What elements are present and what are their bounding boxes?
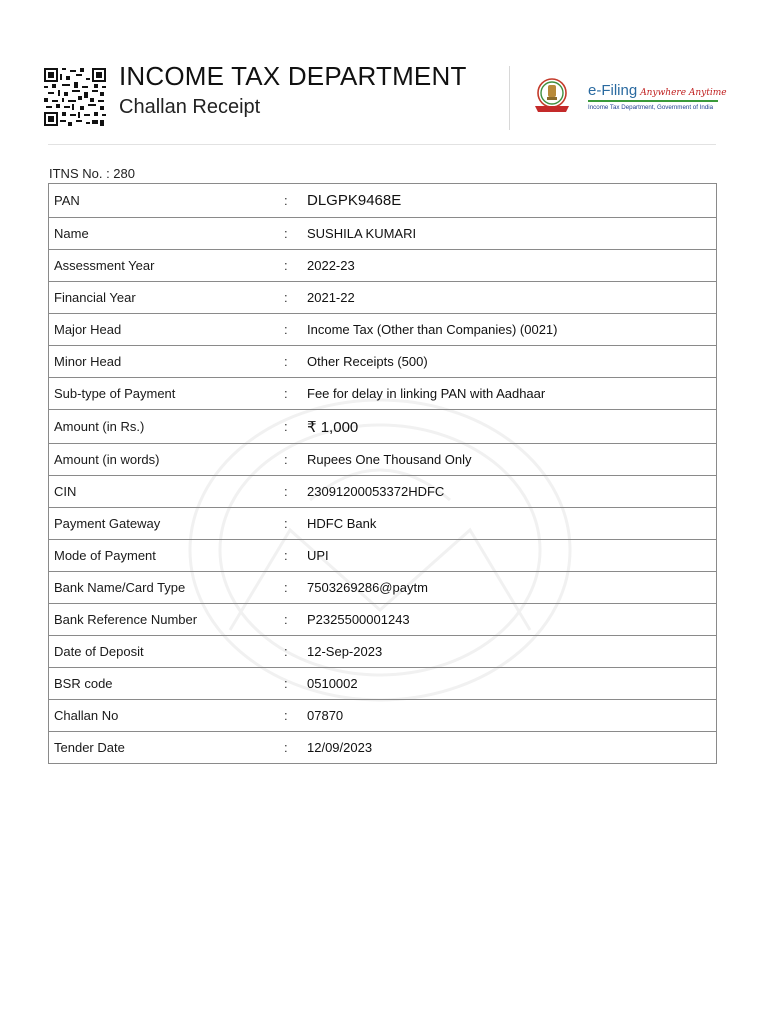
row-label: Minor Head: [49, 346, 285, 378]
row-separator: :: [284, 410, 307, 444]
payment-subtype-value: Fee for delay in linking PAN with Aadhaar: [307, 378, 717, 410]
row-label: Mode of Payment: [49, 540, 285, 572]
row-label: Sub-type of Payment: [49, 378, 285, 410]
row-label: Assessment Year: [49, 250, 285, 282]
payment-mode-value: UPI: [307, 540, 717, 572]
financial-year-value: 2021-22: [307, 282, 717, 314]
row-label: Bank Reference Number: [49, 604, 285, 636]
row-separator: :: [284, 572, 307, 604]
row-label: Amount (in words): [49, 444, 285, 476]
row-label: Payment Gateway: [49, 508, 285, 540]
header-rule: [48, 144, 716, 145]
efiling-logo: [588, 82, 727, 99]
bank-reference-value: P2325500001243: [307, 604, 717, 636]
table-row: [49, 184, 717, 218]
amount-value: ₹ 1,000: [307, 410, 717, 444]
row-separator: :: [284, 476, 307, 508]
row-separator: :: [284, 346, 307, 378]
row-label: BSR code: [49, 668, 285, 700]
header-divider: [509, 66, 510, 130]
row-separator: :: [284, 700, 307, 732]
payment-gateway-value: HDFC Bank: [307, 508, 717, 540]
qr-code: [44, 68, 106, 126]
row-label: CIN: [49, 476, 285, 508]
row-separator: :: [284, 508, 307, 540]
efiling-caption: Income Tax Department, Government of India: [588, 104, 714, 111]
table-row: [49, 476, 717, 508]
row-separator: :: [284, 184, 307, 218]
table-row: [49, 732, 717, 764]
name-value: SUSHILA KUMARI: [307, 218, 717, 250]
row-separator: :: [284, 444, 307, 476]
table-row: [49, 444, 717, 476]
challan-no-value: 07870: [307, 700, 717, 732]
row-label: Bank Name/Card Type: [49, 572, 285, 604]
table-row: [49, 572, 717, 604]
page-subtitle: Challan Receipt: [119, 96, 261, 118]
table-row: [49, 378, 717, 410]
row-label: Tender Date: [49, 732, 285, 764]
table-row: [49, 700, 717, 732]
efiling-tagline: Anywhere Anytime: [640, 88, 727, 98]
row-separator: :: [284, 378, 307, 410]
row-separator: :: [284, 604, 307, 636]
challan-details-table: [48, 183, 717, 764]
table-row: [49, 668, 717, 700]
amount-words-value: Rupees One Thousand Only: [307, 444, 717, 476]
national-emblem-icon: [532, 76, 584, 118]
table-row: [49, 346, 717, 378]
table-row: [49, 250, 717, 282]
table-row: [49, 508, 717, 540]
row-separator: :: [284, 732, 307, 764]
row-label: Name: [49, 218, 285, 250]
row-separator: :: [284, 636, 307, 668]
cin-value: 23091200053372HDFC: [307, 476, 717, 508]
row-label: Amount (in Rs.): [49, 410, 285, 444]
row-separator: :: [284, 218, 307, 250]
efiling-brand: e-Filing: [588, 82, 638, 99]
minor-head-value: Other Receipts (500): [307, 346, 717, 378]
row-label: Financial Year: [49, 282, 285, 314]
page-title: INCOME TAX DEPARTMENT: [119, 61, 467, 91]
major-head-value: Income Tax (Other than Companies) (0021): [307, 314, 717, 346]
table-row: [49, 540, 717, 572]
bsr-code-value: 0510002: [307, 668, 717, 700]
assessment-year-value: 2022-23: [307, 250, 717, 282]
row-separator: :: [284, 540, 307, 572]
row-label: Major Head: [49, 314, 285, 346]
table-row: [49, 604, 717, 636]
itns-number: ITNS No. : 280: [49, 166, 135, 181]
row-label: Date of Deposit: [49, 636, 285, 668]
table-row: [49, 218, 717, 250]
table-row: [49, 636, 717, 668]
row-label: Challan No: [49, 700, 285, 732]
row-separator: :: [284, 282, 307, 314]
table-row: [49, 314, 717, 346]
table-row: [49, 410, 717, 444]
deposit-date-value: 12-Sep-2023: [307, 636, 717, 668]
logo-underline: [588, 100, 718, 102]
row-separator: :: [284, 668, 307, 700]
table-row: [49, 282, 717, 314]
tender-date-value: 12/09/2023: [307, 732, 717, 764]
bank-card-type-value: 7503269286@paytm: [307, 572, 717, 604]
row-separator: :: [284, 250, 307, 282]
row-label: PAN: [49, 184, 285, 218]
pan-value: DLGPK9468E: [307, 184, 717, 218]
row-separator: :: [284, 314, 307, 346]
